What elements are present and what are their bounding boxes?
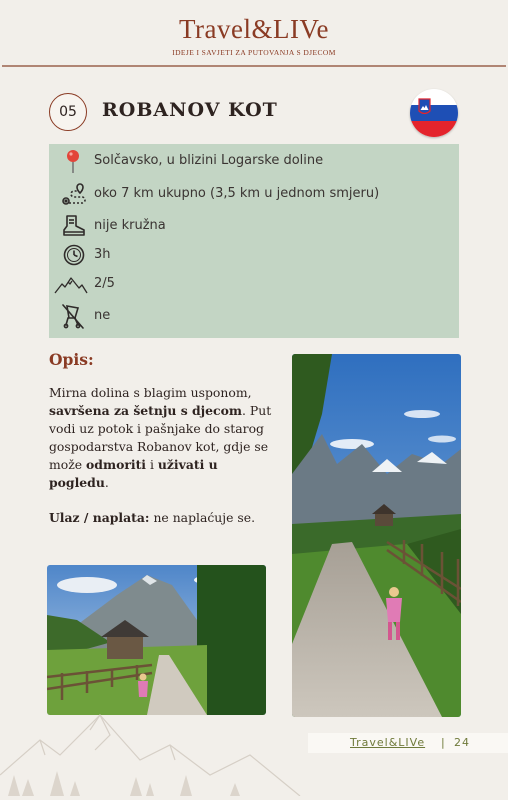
page-number: 24 (454, 736, 470, 749)
info-loop-row (49, 213, 459, 239)
route-title: ROBANOV KOT (102, 99, 278, 121)
no-stroller-icon (58, 303, 88, 329)
description-heading: Opis: (49, 350, 94, 369)
slovenia-flag-icon (410, 89, 458, 137)
description-text (49, 384, 281, 492)
route-info-box (49, 144, 459, 338)
desc-p2-mid: i (149, 457, 154, 472)
hiking-boot-icon (58, 213, 88, 239)
desc-p1-bold: savršena za šetnju s djecom (49, 403, 242, 418)
brand-title: Travel&LIVe (179, 14, 329, 44)
info-location-row (49, 148, 459, 174)
mountain-sketch-decoration (0, 705, 320, 796)
info-duration: 3h (94, 247, 111, 262)
route-number: 05 (59, 104, 77, 120)
info-stroller-row (49, 303, 459, 329)
info-stroller: ne (94, 308, 111, 323)
desc-p2-bold1: odmoriti (86, 457, 146, 472)
desc-p1-end: . (241, 403, 246, 418)
info-difficulty-row (49, 271, 459, 297)
info-distance-row (49, 181, 459, 207)
footer-brand-link[interactable]: Travel&LIVe (350, 736, 426, 749)
desc-p2: Put vodi uz potok i pašnjake do starog gospodarstva Robanov kot, gdje se može (49, 403, 272, 472)
entry-fee (49, 510, 255, 525)
page-footer (308, 733, 508, 753)
route-number-badge (49, 93, 87, 131)
desc-p2-end: . (104, 475, 109, 490)
entry-label: Ulaz / naplata: (49, 510, 150, 525)
desc-p2-bold2: uživati u pogledu (49, 457, 218, 490)
info-difficulty: 2/5 (94, 276, 115, 291)
map-pin-icon (58, 148, 88, 174)
mountain-icon (53, 271, 89, 297)
header-divider (2, 65, 506, 67)
farm-photo (47, 565, 266, 715)
clock-icon (58, 242, 88, 268)
valley-path-photo (292, 354, 461, 717)
info-distance: oko 7 km ukupno (3,5 km u jednom smjeru) (94, 186, 380, 201)
info-loop: nije kružna (94, 218, 166, 233)
info-duration-row (49, 242, 459, 268)
footer-separator: | (441, 736, 445, 749)
desc-p1: Mirna dolina s blagim usponom, (49, 385, 252, 400)
info-location: Solčavsko, u blizini Logarske doline (94, 153, 324, 168)
brand-tagline: IDEJE I SAVJETI ZA PUTOVANJA S DJECOM (172, 48, 336, 57)
route-icon (58, 181, 88, 207)
entry-value: ne naplaćuje se. (153, 510, 256, 525)
